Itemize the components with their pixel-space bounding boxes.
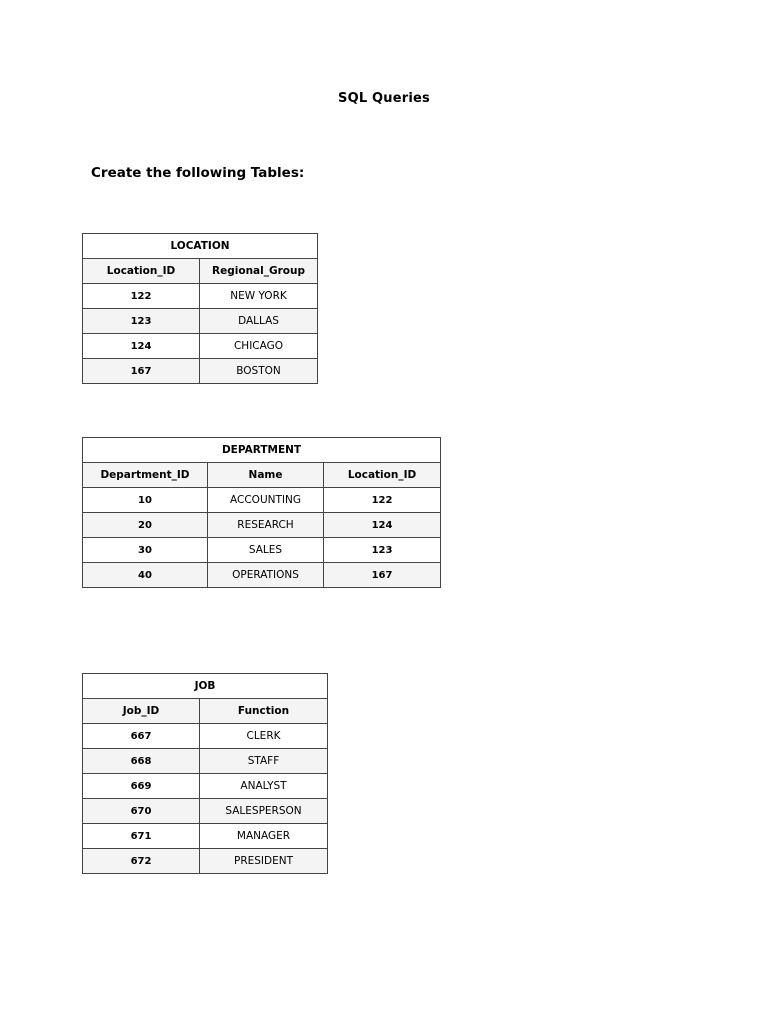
table-row <box>83 488 441 513</box>
table-row <box>83 538 441 563</box>
table-cell: 30 <box>83 538 208 563</box>
column-header: Department_ID <box>83 463 208 488</box>
table-cell: 20 <box>83 513 208 538</box>
table-caption-row <box>83 438 441 463</box>
table-cell: BOSTON <box>200 359 318 384</box>
table-cell: CLERK <box>200 724 328 749</box>
table-cell: PRESIDENT <box>200 849 328 874</box>
table-cell: SALES <box>208 538 324 563</box>
table-caption-row <box>83 674 328 699</box>
department-table <box>82 437 441 588</box>
table-caption: JOB <box>83 674 328 699</box>
table-caption: DEPARTMENT <box>83 438 441 463</box>
table-cell: MANAGER <box>200 824 328 849</box>
table-row <box>83 724 328 749</box>
column-header: Function <box>200 699 328 724</box>
section-heading: Create the following Tables: <box>91 165 305 181</box>
table-caption-row <box>83 234 318 259</box>
table-cell: 167 <box>324 563 441 588</box>
table-header-row <box>83 259 318 284</box>
column-header: Name <box>208 463 324 488</box>
table-cell: 668 <box>83 749 200 774</box>
table-cell: 122 <box>83 284 200 309</box>
table-row <box>83 799 328 824</box>
table-cell: 10 <box>83 488 208 513</box>
table-row <box>83 334 318 359</box>
table-cell: ACCOUNTING <box>208 488 324 513</box>
table-row <box>83 513 441 538</box>
column-header: Location_ID <box>324 463 441 488</box>
table-cell: 669 <box>83 774 200 799</box>
table-cell: DALLAS <box>200 309 318 334</box>
column-header: Regional_Group <box>200 259 318 284</box>
table-cell: ANALYST <box>200 774 328 799</box>
column-header: Location_ID <box>83 259 200 284</box>
table-cell: 124 <box>324 513 441 538</box>
table-cell: 167 <box>83 359 200 384</box>
table-cell: RESEARCH <box>208 513 324 538</box>
table-row <box>83 563 441 588</box>
table-row <box>83 359 318 384</box>
location-table <box>82 233 318 384</box>
table-cell: SALESPERSON <box>200 799 328 824</box>
table-cell: 671 <box>83 824 200 849</box>
table-cell: 667 <box>83 724 200 749</box>
table-cell: 40 <box>83 563 208 588</box>
table-cell: 123 <box>83 309 200 334</box>
table-cell: OPERATIONS <box>208 563 324 588</box>
column-header: Job_ID <box>83 699 200 724</box>
table-row <box>83 749 328 774</box>
table-row <box>83 309 318 334</box>
page-title: SQL Queries <box>338 91 430 106</box>
table-header-row <box>83 463 441 488</box>
table-header-row <box>83 699 328 724</box>
table-row <box>83 284 318 309</box>
table-cell: 672 <box>83 849 200 874</box>
table-row <box>83 824 328 849</box>
table-row <box>83 849 328 874</box>
table-caption: LOCATION <box>83 234 318 259</box>
table-cell: NEW YORK <box>200 284 318 309</box>
table-cell: 122 <box>324 488 441 513</box>
table-row <box>83 774 328 799</box>
job-table <box>82 673 328 874</box>
table-cell: 124 <box>83 334 200 359</box>
table-cell: 123 <box>324 538 441 563</box>
table-cell: CHICAGO <box>200 334 318 359</box>
table-cell: 670 <box>83 799 200 824</box>
table-cell: STAFF <box>200 749 328 774</box>
